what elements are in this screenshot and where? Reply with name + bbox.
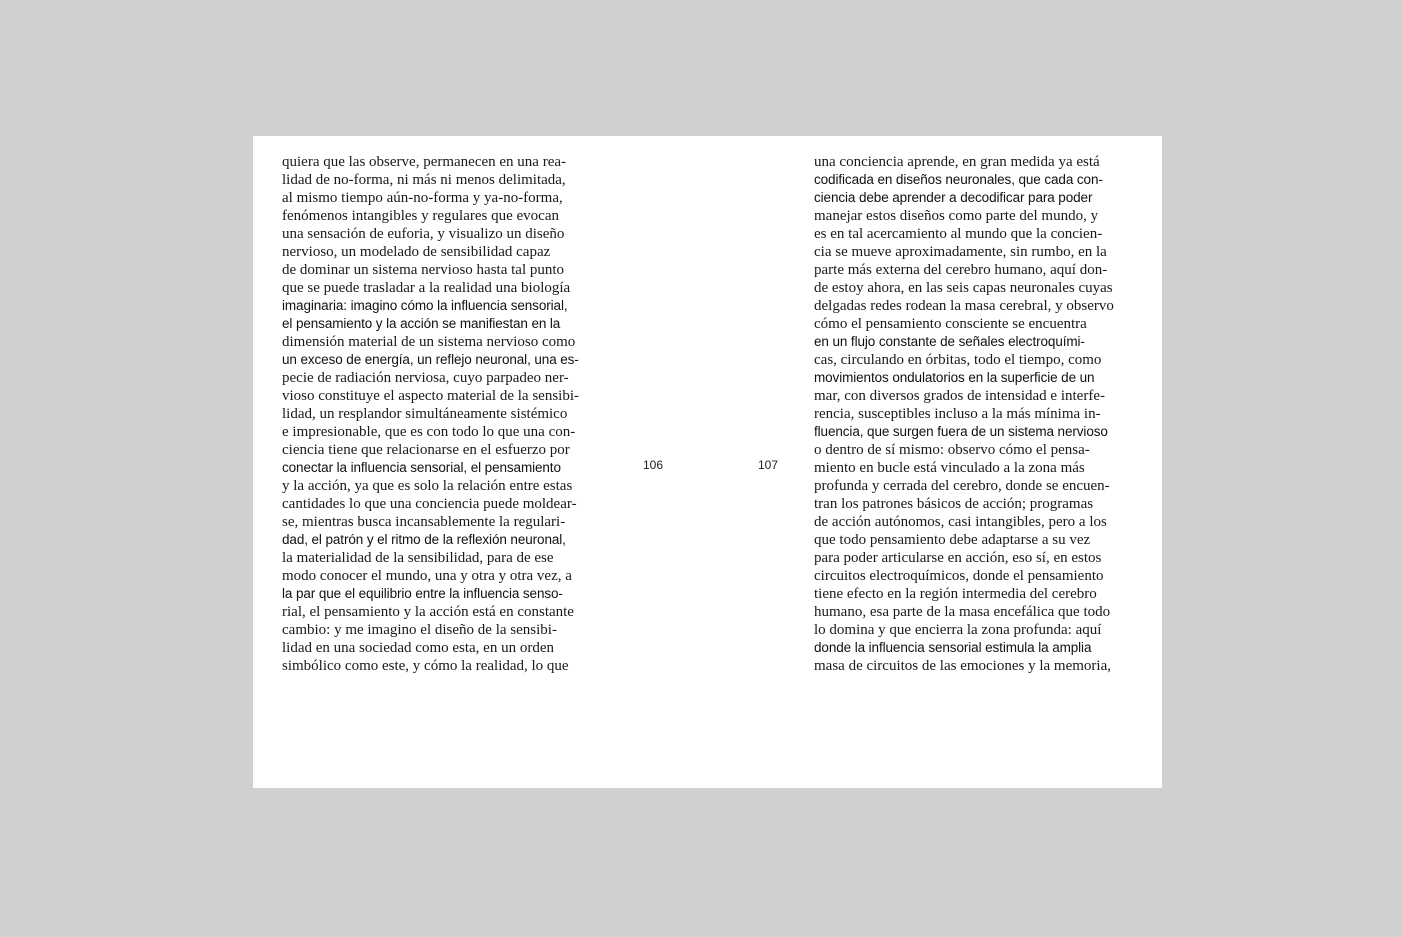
text-line: fenómenos intangibles y regulares que evocan xyxy=(282,208,559,224)
text-line: de estoy ahora, en las seis capas neuronales cuyas xyxy=(814,280,1113,296)
right-page-number: 107 xyxy=(758,458,779,472)
right-page-text xyxy=(814,153,1174,675)
text-line: la materialidad de la sensibilidad, para de ese xyxy=(282,550,554,566)
text-line: e impresionable, que es con todo lo que una con- xyxy=(282,424,576,440)
text-line: de dominar un sistema nervioso hasta tal punto xyxy=(282,262,565,278)
text-line: rial, el pensamiento y la acción está en constante xyxy=(282,604,574,620)
text-line: es en tal acercamiento al mundo que la concien- xyxy=(814,226,1103,242)
text-line: lidad de no-forma, ni más ni menos delimitada, xyxy=(282,172,566,188)
text-line: simbólico como este, y cómo la realidad, lo que xyxy=(282,658,569,674)
text-line: tran los patrones básicos de acción; programas xyxy=(814,496,1094,512)
text-line: se, mientras busca incansablemente la regulari- xyxy=(282,514,566,530)
emphasized-text-line: conectar la influencia sensorial, el pensamiento xyxy=(282,460,561,475)
text-line: modo conocer el mundo, una y otra y otra vez, a xyxy=(282,568,572,584)
emphasized-text-line: imaginaria: imagino cómo la influencia sensorial, xyxy=(282,298,568,313)
text-line: quiera que las observe, permanecen en una rea- xyxy=(282,154,567,170)
text-line: nervioso, un modelado de sensibilidad capaz xyxy=(282,244,551,260)
text-line: rencia, susceptibles incluso a la más mínima in- xyxy=(814,406,1101,422)
text-line: parte más externa del cerebro humano, aquí don- xyxy=(814,262,1108,278)
text-line: que se puede trasladar a la realidad una biología xyxy=(282,280,571,296)
text-line: circuitos electroquímicos, donde el pensamiento xyxy=(814,568,1104,584)
left-page-number: 106 xyxy=(643,458,664,472)
text-line: lo domina y que encierra la zona profunda: aquí xyxy=(814,622,1102,638)
text-line: cantidades lo que una conciencia puede moldear- xyxy=(282,496,577,512)
emphasized-text-line: dad, el patrón y el ritmo de la reflexión neuronal, xyxy=(282,532,566,547)
text-line: tiene efecto en la región intermedia del cerebro xyxy=(814,586,1097,602)
emphasized-text-line: en un flujo constante de señales electroquími- xyxy=(814,334,1085,349)
emphasized-text-line: fluencia, que surgen fuera de un sistema nervioso xyxy=(814,424,1108,439)
text-line: de acción autónomos, casi intangibles, pero a los xyxy=(814,514,1107,530)
emphasized-text-line: la par que el equilibrio entre la influencia senso- xyxy=(282,586,563,601)
text-line: una sensación de euforia, y visualizo un diseño xyxy=(282,226,565,242)
text-line: cómo el pensamiento consciente se encuentra xyxy=(814,316,1087,332)
text-line: pecie de radiación nerviosa, cuyo parpadeo ner- xyxy=(282,370,569,386)
text-line: y la acción, ya que es solo la relación entre estas xyxy=(282,478,573,494)
text-line: vioso constituye el aspecto material de la sensibi- xyxy=(282,388,579,404)
text-line: mar, con diversos grados de intensidad e interfe- xyxy=(814,388,1105,404)
book-spread xyxy=(253,136,1162,788)
text-line: manejar estos diseños como parte del mundo, y xyxy=(814,208,1099,224)
text-line: lidad en una sociedad como esta, en un orden xyxy=(282,640,554,656)
text-line: al mismo tiempo aún-no-forma y ya-no-forma, xyxy=(282,190,563,206)
text-line: cas, circulando en órbitas, todo el tiempo, como xyxy=(814,352,1102,368)
text-line: ciencia tiene que relacionarse en el esfuerzo por xyxy=(282,442,570,458)
emphasized-text-line: codificada en diseños neuronales, que cada con- xyxy=(814,172,1103,187)
text-line: que todo pensamiento debe adaptarse a su vez xyxy=(814,532,1091,548)
emphasized-text-line: un exceso de energía, un reflejo neuronal, una es- xyxy=(282,352,579,367)
text-line: delgadas redes rodean la masa cerebral, y observo xyxy=(814,298,1114,314)
text-line: dimensión material de un sistema nervioso como xyxy=(282,334,576,350)
text-line: miento en bucle está vinculado a la zona más xyxy=(814,460,1085,476)
emphasized-text-line: ciencia debe aprender a decodificar para poder xyxy=(814,190,1093,205)
emphasized-text-line: movimientos ondulatorios en la superficie de un xyxy=(814,370,1095,385)
text-line: profunda y cerrada del cerebro, donde se encuen- xyxy=(814,478,1110,494)
emphasized-text-line: el pensamiento y la acción se manifiestan en la xyxy=(282,316,561,331)
text-line: cia se mueve aproximadamente, sin rumbo, en la xyxy=(814,244,1107,260)
text-line: para poder articularse en acción, eso sí, en estos xyxy=(814,550,1102,566)
left-page-text xyxy=(282,153,642,675)
emphasized-text-line: donde la influencia sensorial estimula la amplia xyxy=(814,640,1092,655)
text-line: masa de circuitos de las emociones y la memoria, xyxy=(814,658,1111,674)
text-line: o dentro de sí mismo: observo cómo el pensa- xyxy=(814,442,1090,458)
text-line: cambio: y me imagino el diseño de la sensibi- xyxy=(282,622,557,638)
text-line: lidad, un resplandor simultáneamente sistémico xyxy=(282,406,568,422)
text-line: humano, esa parte de la masa encefálica que todo xyxy=(814,604,1111,620)
text-line: una conciencia aprende, en gran medida ya está xyxy=(814,154,1100,170)
